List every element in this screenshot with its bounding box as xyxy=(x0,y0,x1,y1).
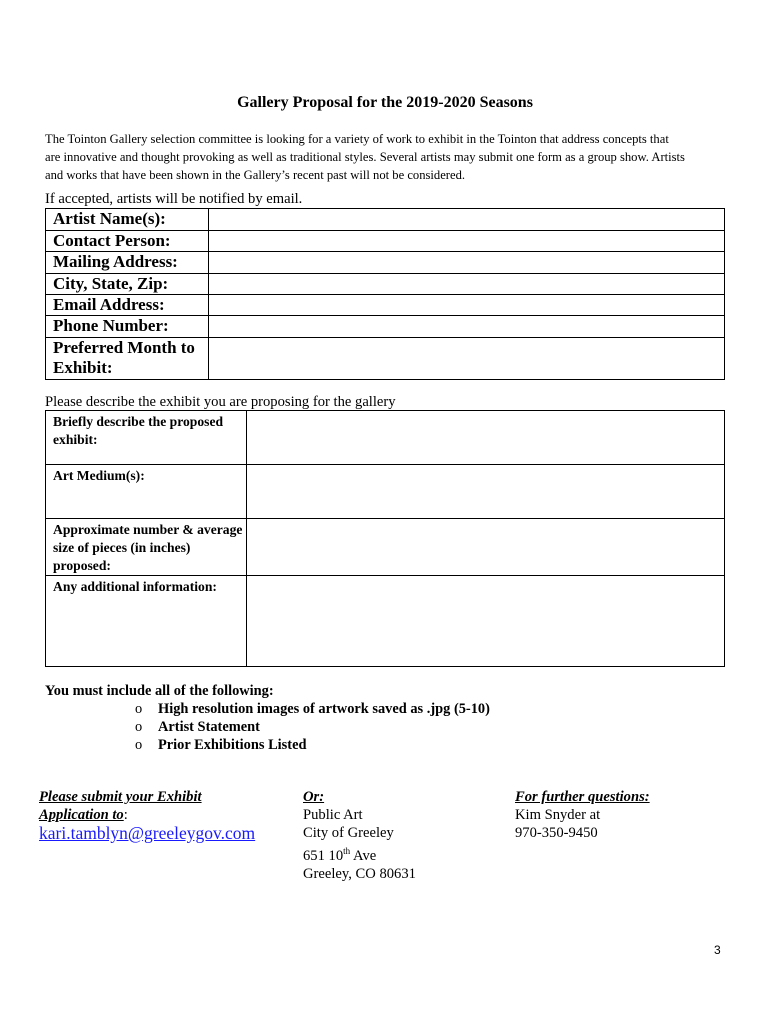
contact-row xyxy=(46,252,725,274)
email-address-label: Email Address: xyxy=(46,295,209,316)
mail-heading: Or: xyxy=(303,789,325,805)
proposal-prompt: Please describe the exhibit you are proposing for the gallery xyxy=(45,394,396,410)
mail-city: Greeley, CO 80631 xyxy=(303,865,416,882)
phone-number-field[interactable] xyxy=(209,316,725,338)
pieces-proposed-field[interactable] xyxy=(247,519,725,576)
requirement-text: Prior Exhibitions Listed xyxy=(158,737,307,753)
email-address-field[interactable] xyxy=(209,295,725,316)
mail-line: City of Greeley xyxy=(303,825,394,841)
mail-column xyxy=(303,788,503,883)
contact-person-field[interactable] xyxy=(209,231,725,252)
requirements-list xyxy=(135,700,490,754)
art-medium-label: Art Medium(s): xyxy=(46,465,247,519)
preferred-month-field[interactable] xyxy=(209,338,725,380)
proposal-row xyxy=(46,519,725,576)
mail-line: Public Art xyxy=(303,807,363,823)
page-title: Gallery Proposal for the 2019-2020 Seasons xyxy=(237,94,533,111)
page-number: 3 xyxy=(714,943,721,957)
bullet-icon: o xyxy=(135,719,143,735)
exhibit-description-field[interactable] xyxy=(247,411,725,465)
mailing-address-field[interactable] xyxy=(209,252,725,274)
submit-heading: Please submit your Exhibit xyxy=(39,789,202,805)
city-state-zip-field[interactable] xyxy=(209,274,725,295)
exhibit-description-label: Briefly describe the proposed exhibit: xyxy=(46,411,247,465)
phone-number-label: Phone Number: xyxy=(46,316,209,338)
bullet-icon: o xyxy=(135,701,143,717)
contact-row xyxy=(46,274,725,295)
list-item xyxy=(135,736,490,754)
contact-person-label: Contact Person: xyxy=(46,231,209,252)
artist-name-field[interactable] xyxy=(209,209,725,231)
preferred-month-label: Preferred Month to Exhibit: xyxy=(46,338,209,380)
pieces-proposed-label: Approximate number & average size of pieces (in inches) proposed: xyxy=(46,519,247,576)
artist-name-label: Artist Name(s): xyxy=(46,209,209,231)
requirement-text: High resolution images of artwork saved as .jpg (5-10) xyxy=(158,701,490,717)
city-state-zip-label: City, State, Zip: xyxy=(46,274,209,295)
contact-row xyxy=(46,316,725,338)
proposal-row xyxy=(46,411,725,465)
additional-info-field[interactable] xyxy=(247,576,725,667)
questions-column xyxy=(515,788,735,842)
intro-paragraph: The Tointon Gallery selection committee is looking for a variety of work to exhibit in the Tointon that address concepts that are innovative and thought provoking as well as traditional styles. Several artists may submit one form as a group show. Artists and works that have been shown in the Gallery’s recent past will not be considered. xyxy=(45,132,685,182)
bullet-icon: o xyxy=(135,737,143,753)
questions-contact-name: Kim Snyder at xyxy=(515,807,601,823)
mail-street xyxy=(303,842,503,865)
contact-info-table xyxy=(45,208,725,380)
street-name: Ave xyxy=(350,847,377,864)
additional-info-label: Any additional information: xyxy=(46,576,247,667)
contact-row xyxy=(46,295,725,316)
requirement-text: Artist Statement xyxy=(158,719,260,735)
notification-note: If accepted, artists will be notified by email. xyxy=(45,191,303,207)
mailing-address-label: Mailing Address: xyxy=(46,252,209,274)
requirements-heading: You must include all of the following: xyxy=(45,683,274,699)
street-number: 651 10 xyxy=(303,847,344,864)
proposal-table xyxy=(45,410,725,667)
contact-row xyxy=(46,209,725,231)
list-item xyxy=(135,718,490,736)
questions-phone: 970-350-9450 xyxy=(515,825,598,841)
proposal-row xyxy=(46,576,725,667)
submit-colon: : xyxy=(123,807,128,823)
questions-heading: For further questions: xyxy=(515,789,650,805)
list-item xyxy=(135,700,490,718)
submit-column xyxy=(39,788,289,844)
art-medium-field[interactable] xyxy=(247,465,725,519)
contact-row xyxy=(46,231,725,252)
contact-row xyxy=(46,338,725,380)
submit-heading-line2: Application to xyxy=(39,807,124,823)
proposal-row xyxy=(46,465,725,519)
street-suffix: th xyxy=(343,846,351,856)
submit-email-link[interactable]: kari.tamblyn@greeleygov.com xyxy=(39,823,256,843)
